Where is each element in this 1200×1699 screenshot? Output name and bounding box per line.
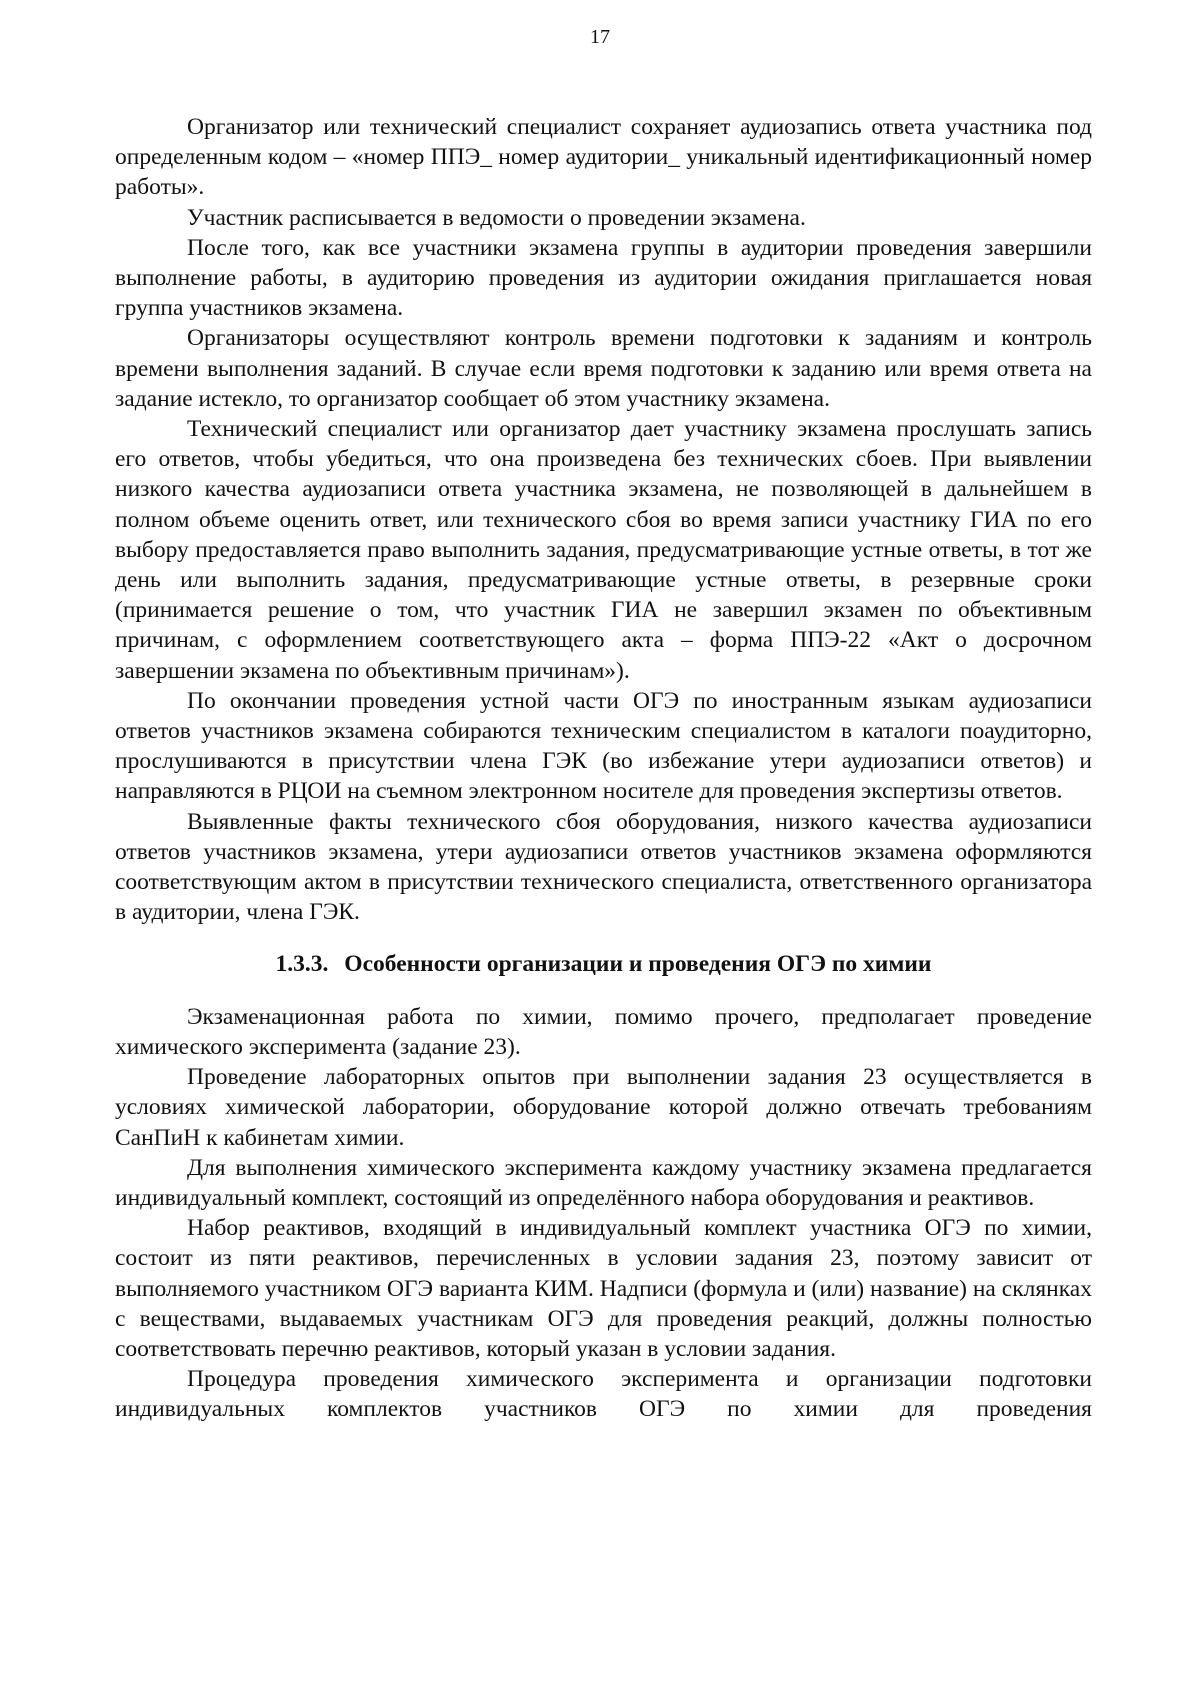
- section-title: Особенности организации и проведения ОГЭ по химии: [344, 951, 932, 978]
- paragraph: Набор реактивов, входящий в индивидуальный комплект участника ОГЭ по химии, состоит из пяти реактивов, перечисленных в условии задания 23, поэтому зависит от выполняемого участником ОГЭ варианта КИМ. Надписи (формула и (или) название) на склянках с веществами, выдаваемых участникам ОГЭ для проведения реакций, должны полностью соответствовать перечню реактивов, который указан в условии задания.: [115, 1215, 1092, 1362]
- paragraph: Организатор или технический специалист сохраняет аудиозапись ответа участника под определенным кодом – «номер ППЭ_ номер аудитории_ уникальный идентификационный номер работы».: [115, 114, 1092, 201]
- paragraph: После того, как все участники экзамена группы в аудитории проведения завершили выполнение работы, в аудиторию проведения из аудитории ожидания приглашается новая группа участников экзамена.: [115, 234, 1092, 322]
- section-heading: [115, 949, 1092, 979]
- paragraph: Выявленные факты технического сбоя оборудования, низкого качества аудиозаписи ответов участников экзамена, утери аудиозаписи ответов участников экзамена оформляются соответствующим актом в присутствии технического специалиста, ответственного организатора в аудитории, члена ГЭК.: [115, 808, 1092, 926]
- section-number: 1.3.3.: [275, 951, 329, 978]
- paragraph: Процедура проведения химического эксперимента и организации подготовки индивидуальных комплектов участников ОГЭ по химии для проведения: [115, 1366, 1092, 1423]
- paragraph: Технический специалист или организатор дает участнику экзамена прослушать запись его ответов, чтобы убедиться, что она произведена без технических сбоев. При выявлении низкого качества аудиозаписи ответа участника экзамена, не позволяющей в дальнейшем в полном объеме оценить ответ, или технического сбоя во время записи участнику ГИА по его выбору предоставляется право выполнить задания, предусматривающие устные ответы, в тот же день или выполнить задания, предусматривающие устные ответы, в резервные сроки (принимается решение о том, что участник ГИА не завершил экзамен по объективным причинам, с оформлением соответствующего акта – форма ППЭ-22 «Акт о досрочном завершении экзамена по объективным причинам»).: [115, 416, 1092, 684]
- paragraph: Экзаменационная работа по химии, помимо прочего, предполагает проведение химического эксперимента (задание 23).: [115, 1003, 1092, 1060]
- paragraph: Организаторы осуществляют контроль времени подготовки к заданиям и контроль времени выполнения заданий. В случае если время подготовки к заданию или время ответа на задание истекло, то организатор сообщает об этом участнику экзамена.: [115, 325, 1092, 412]
- paragraph: Для выполнения химического эксперимента каждому участнику экзамена предлагается индивидуальный комплект, состоящий из определённого набора оборудования и реактивов.: [115, 1154, 1092, 1211]
- paragraph: По окончании проведения устной части ОГЭ по иностранным языкам аудиозаписи ответов участников экзамена собираются техническим специалистом в каталоги поаудиторно, прослушиваются в присутствии члена ГЭК (во избежание утери аудиозаписи ответов) и направляются в РЦОИ на съемном электронном носителе для проведения экспертизы ответов.: [115, 687, 1092, 805]
- paragraph: Участник расписывается в ведомости о проведении экзамена.: [187, 204, 806, 231]
- document-body: [115, 112, 1092, 1425]
- page-number: 17: [590, 26, 610, 48]
- paragraph: Проведение лабораторных опытов при выполнении задания 23 осуществляется в условиях химической лаборатории, оборудование которой должно отвечать требованиям СанПиН к кабинетам химии.: [115, 1064, 1092, 1151]
